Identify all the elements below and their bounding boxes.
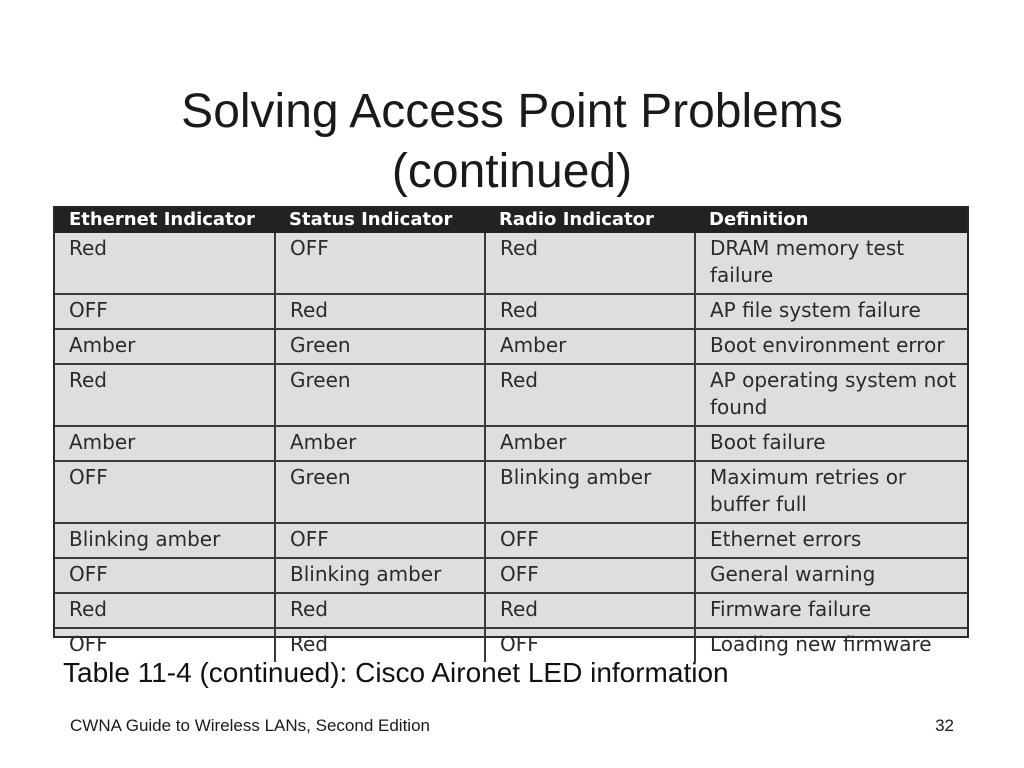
status-cell: OFF [275,233,485,294]
status-cell: Red [275,593,485,628]
slide-title-line-1: Solving Access Point Problems [181,85,843,139]
table-caption: Table 11-4 (continued): Cisco Aironet LED information [63,657,729,688]
definition-cell: AP file system failure [695,294,967,329]
column-header-definition: Definition [695,206,967,233]
ethernet-cell: Amber [55,329,275,364]
radio-cell: Red [485,364,695,426]
table-row [55,461,967,523]
page-number: 32 [935,716,954,735]
definition-cell: Loading new firmware [695,628,967,662]
radio-cell: OFF [485,558,695,593]
status-cell: Red [275,294,485,329]
table-row [55,294,967,329]
slide-title-line-2: (continued) [391,145,633,199]
table-row [55,233,967,294]
table-row [55,558,967,593]
table-row [55,523,967,558]
definition-cell: General warning [695,558,967,593]
led-table-container [53,206,969,656]
column-header-status: Status Indicator [275,206,485,233]
definition-cell: DRAM memory test failure [695,233,967,294]
column-header-ethernet: Ethernet Indicator [55,206,275,233]
radio-cell: Blinking amber [485,461,695,523]
status-cell: Amber [275,426,485,461]
definition-cell: Maximum retries or buffer full [695,461,967,523]
table-header-row [55,206,967,233]
led-table [55,206,967,662]
ethernet-cell: Amber [55,426,275,461]
definition-cell: Boot environment error [695,329,967,364]
radio-cell: OFF [485,628,695,662]
definition-cell: Boot failure [695,426,967,461]
status-cell: Red [275,628,485,662]
status-cell: OFF [275,523,485,558]
ethernet-cell: Red [69,236,107,260]
radio-cell: Amber [485,329,695,364]
radio-cell: OFF [485,523,695,558]
radio-cell: Red [485,233,695,294]
ethernet-cell: OFF [55,628,275,662]
definition-cell: AP operating system not found [695,364,967,426]
status-cell: Blinking amber [275,558,485,593]
definition-cell: Firmware failure [695,593,967,628]
column-header-radio: Radio Indicator [485,206,695,233]
ethernet-cell: Blinking amber [55,523,275,558]
radio-cell: Amber [485,426,695,461]
ethernet-cell: OFF [55,294,275,329]
ethernet-cell: Red [55,364,275,426]
radio-cell: Red [485,593,695,628]
ethernet-cell: OFF [55,461,275,523]
status-cell: Green [275,329,485,364]
status-cell: Green [275,364,485,426]
definition-cell: Ethernet errors [695,523,967,558]
table-row [55,593,967,628]
footer-book-title: CWNA Guide to Wireless LANs, Second Edition [70,716,430,735]
table-row [55,364,967,426]
table-row [55,329,967,364]
ethernet-cell: OFF [55,558,275,593]
table-row [55,426,967,461]
radio-cell: Red [485,294,695,329]
slide-title [0,82,1024,202]
status-cell: Green [275,461,485,523]
ethernet-cell: Red [55,593,275,628]
